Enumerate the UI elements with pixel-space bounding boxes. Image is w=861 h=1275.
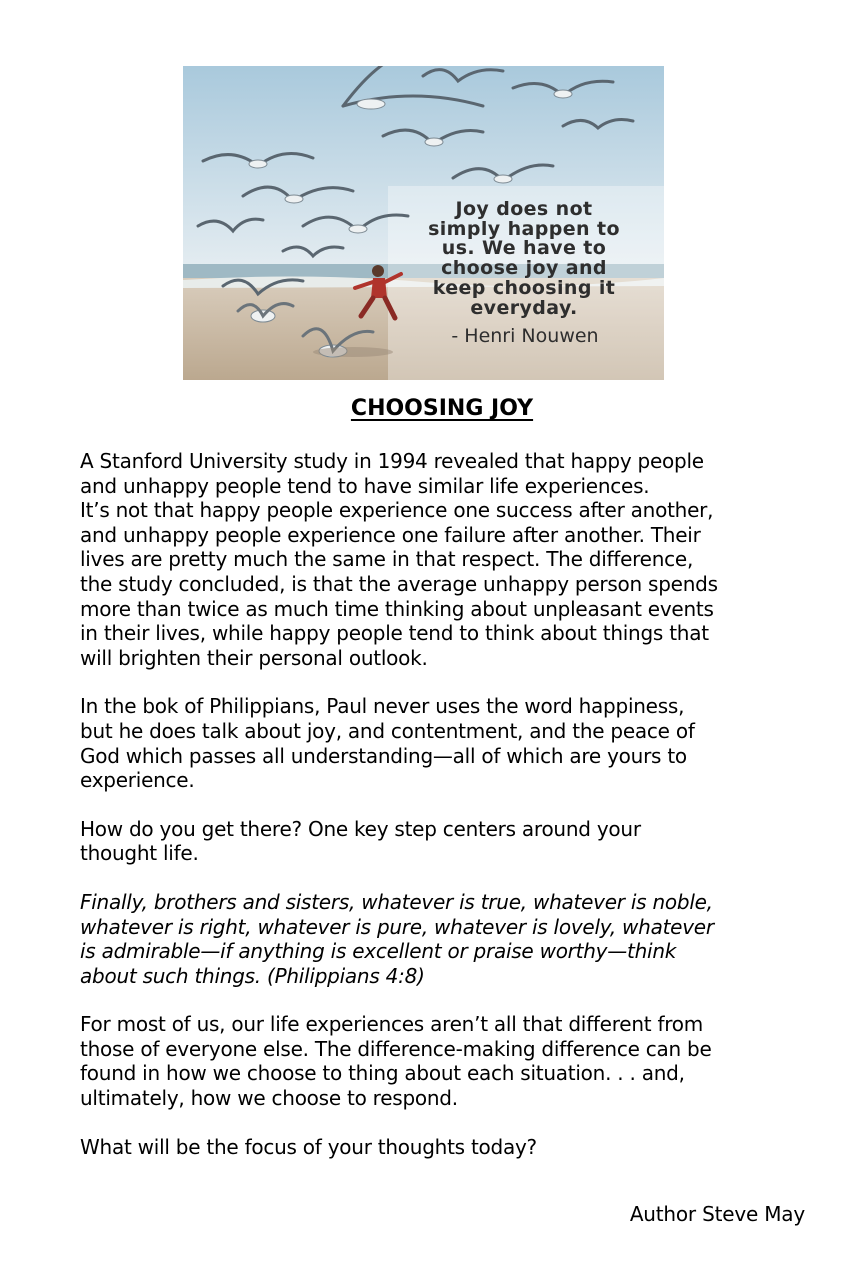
paragraph (80, 817, 840, 866)
text-line: and unhappy people experience one failure after another. Their (80, 522, 701, 547)
text-line: in their lives, while happy people tend to think about things that (80, 621, 709, 646)
author-credit: Author Steve May (629, 1202, 805, 1226)
text-line: more than twice as much time thinking about unpleasant events (80, 596, 714, 621)
text-line: about such things. (Philippians 4:8) (80, 963, 425, 988)
text-line: found in how we choose to thing about each situation. . . and, (80, 1061, 685, 1086)
text-line: lives are pretty much the same in that respect. The difference, (80, 547, 694, 572)
text-line: whatever is right, whatever is pure, whatever is lovely, whatever (80, 914, 714, 939)
text-line: Finally, brothers and sisters, whatever is true, whatever is noble, (80, 889, 713, 914)
text-line: is admirable—if anything is excellent or praise worthy—think (80, 939, 677, 964)
quote-line: simply happen to (428, 217, 620, 240)
quote-line: keep choosing it (432, 276, 616, 299)
text-line: For most of us, our life experiences aren’t all that different from (80, 1012, 703, 1037)
text-line: thought life. (80, 841, 199, 866)
text-line: experience. (80, 768, 195, 793)
quote-line: choose joy and (441, 257, 607, 280)
text-line: A Stanford University study in 1994 revealed that happy people (80, 449, 704, 473)
text-line: the study concluded, is that the average unhappy person spends (80, 571, 718, 596)
text-line: and unhappy people tend to have similar life experiences. (80, 473, 650, 498)
text-line: God which passes all understanding—all of which are yours to (80, 743, 687, 768)
text-line: will brighten their personal outlook. (80, 645, 428, 670)
text-line: In the bok of Philippians, Paul never uses the word happiness, (80, 694, 685, 719)
text-line: but he does talk about joy, and contentment, and the peace of (80, 718, 695, 743)
hero-quote (383, 200, 665, 318)
paragraph (80, 1135, 840, 1160)
text-line: those of everyone else. The difference-making difference can be (80, 1036, 712, 1061)
quote-attribution: - Henri Nouwen (451, 325, 599, 347)
scripture-quote (80, 890, 840, 988)
text-line: It’s not that happy people experience one success after another, (80, 498, 714, 523)
text-line: How do you get there? One key step centers around your (80, 816, 641, 841)
page-title: CHOOSING JOY (350, 396, 534, 421)
quote-line: everyday. (470, 296, 578, 319)
text-line: ultimately, how we choose to respond. (80, 1086, 458, 1111)
quote-line: us. We have to (441, 237, 607, 260)
paragraph (80, 694, 840, 792)
paragraph (80, 449, 840, 670)
paragraph (80, 1012, 840, 1110)
quote-line: Joy does not (455, 198, 593, 220)
text-line: What will be the focus of your thoughts today? (80, 1134, 537, 1159)
article-body (80, 449, 840, 1183)
